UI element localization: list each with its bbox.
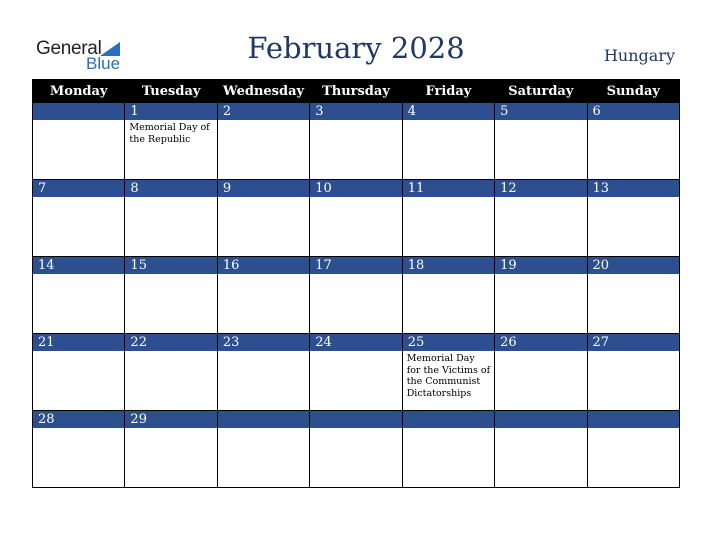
day-cell <box>495 257 587 334</box>
weekday-saturday: Saturday <box>495 80 587 103</box>
day-cell <box>125 180 217 257</box>
day-number <box>310 411 401 428</box>
day-cell <box>310 103 402 180</box>
day-cell <box>217 103 309 180</box>
weekday-sunday: Sunday <box>587 80 679 103</box>
day-number: 22 <box>125 334 216 351</box>
weekday-wednesday: Wednesday <box>217 80 309 103</box>
week-row <box>33 334 680 411</box>
calendar-grid <box>32 79 680 488</box>
day-cell <box>310 411 402 488</box>
day-number: 17 <box>310 257 401 274</box>
day-cell <box>217 334 309 411</box>
day-number <box>495 411 586 428</box>
day-cell <box>402 334 494 411</box>
day-number: 9 <box>218 180 309 197</box>
day-cell <box>495 180 587 257</box>
day-number: 1 <box>125 103 216 120</box>
day-cell <box>125 334 217 411</box>
day-number: 8 <box>125 180 216 197</box>
day-number: 26 <box>495 334 586 351</box>
day-number <box>588 411 679 428</box>
weekday-tuesday: Tuesday <box>125 80 217 103</box>
day-cell <box>402 257 494 334</box>
day-cell <box>217 257 309 334</box>
day-cell <box>587 334 679 411</box>
day-number: 24 <box>310 334 401 351</box>
weekday-monday: Monday <box>33 80 125 103</box>
day-cell <box>587 257 679 334</box>
day-cell <box>33 411 125 488</box>
day-number <box>403 411 494 428</box>
day-cell <box>310 334 402 411</box>
day-number: 4 <box>403 103 494 120</box>
day-number: 27 <box>588 334 679 351</box>
day-number: 13 <box>588 180 679 197</box>
week-row <box>33 103 680 180</box>
day-number: 6 <box>588 103 679 120</box>
logo-text-general: General <box>36 38 102 59</box>
day-cell <box>402 103 494 180</box>
day-number: 5 <box>495 103 586 120</box>
day-cell <box>495 334 587 411</box>
day-cell <box>587 411 679 488</box>
day-number: 29 <box>125 411 216 428</box>
weekday-header-row <box>33 80 680 103</box>
day-cell <box>587 180 679 257</box>
day-cell <box>217 411 309 488</box>
day-cell <box>587 103 679 180</box>
day-number: 28 <box>33 411 124 428</box>
day-cell <box>33 334 125 411</box>
day-cell <box>33 257 125 334</box>
day-number <box>218 411 309 428</box>
week-row <box>33 411 680 488</box>
day-cell <box>310 257 402 334</box>
day-number: 25 <box>403 334 494 351</box>
day-number: 21 <box>33 334 124 351</box>
day-cell <box>125 257 217 334</box>
week-row <box>33 180 680 257</box>
day-number: 16 <box>218 257 309 274</box>
logo-text-blue: Blue <box>86 54 121 73</box>
day-number: 19 <box>495 257 586 274</box>
day-cell <box>495 411 587 488</box>
day-number: 15 <box>125 257 216 274</box>
day-number: 7 <box>33 180 124 197</box>
week-row <box>33 257 680 334</box>
page-title: February 2028 <box>247 31 465 65</box>
holiday-label: Memorial Day for the Victims of the Communist Dictatorships <box>406 353 491 399</box>
day-number: 3 <box>310 103 401 120</box>
day-number: 10 <box>310 180 401 197</box>
day-number: 23 <box>218 334 309 351</box>
day-number: 14 <box>33 257 124 274</box>
holiday-label: Memorial Day of the Republic <box>129 122 210 145</box>
day-cell <box>33 103 125 180</box>
day-cell <box>217 180 309 257</box>
weekday-thursday: Thursday <box>310 80 402 103</box>
day-number: 12 <box>495 180 586 197</box>
day-number: 2 <box>218 103 309 120</box>
day-cell <box>310 180 402 257</box>
day-number <box>33 103 124 120</box>
day-number: 11 <box>403 180 494 197</box>
day-number: 18 <box>403 257 494 274</box>
day-number: 20 <box>588 257 679 274</box>
day-cell <box>125 103 217 180</box>
day-cell <box>33 180 125 257</box>
weekday-friday: Friday <box>402 80 494 103</box>
country-label: Hungary <box>603 46 675 65</box>
day-cell <box>402 180 494 257</box>
day-cell <box>125 411 217 488</box>
day-cell <box>402 411 494 488</box>
day-cell <box>495 103 587 180</box>
